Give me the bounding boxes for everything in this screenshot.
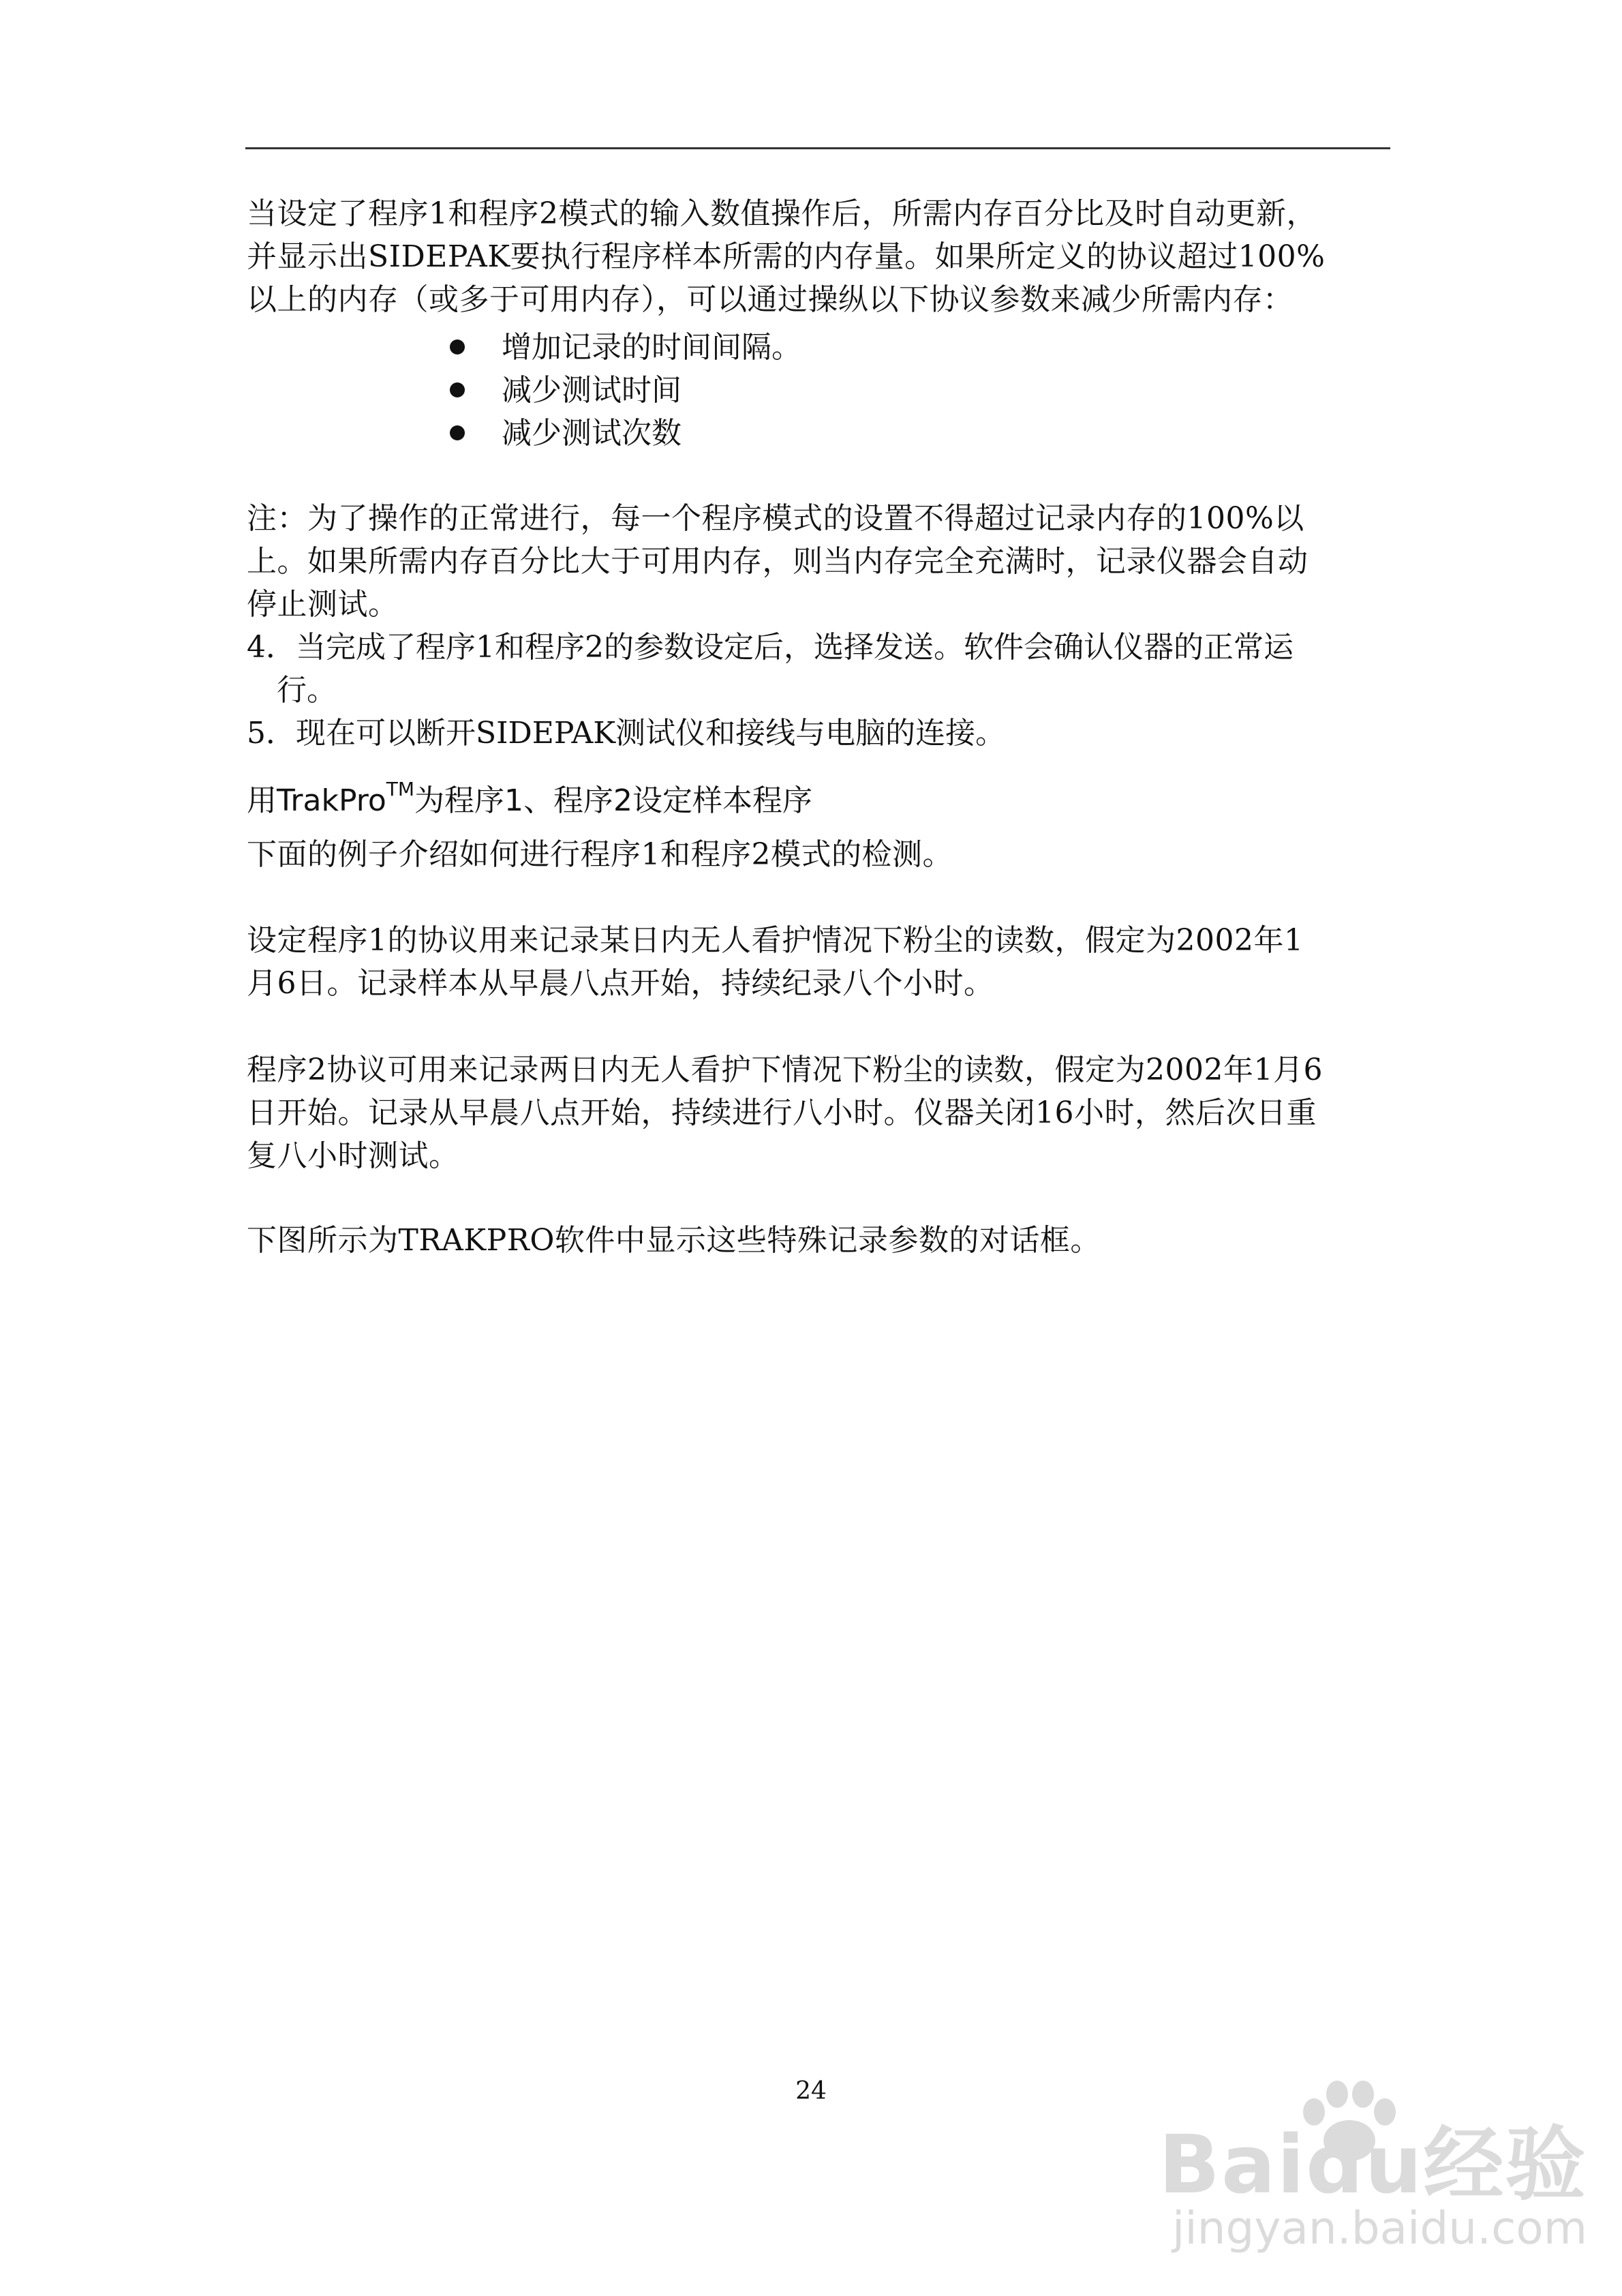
text-line: 日开始。记录从早晨八点开始，持续进行八小时。仪器关闭16小时，然后次日重	[247, 1096, 1317, 1130]
text-line: 注：为了操作的正常进行，每一个程序模式的设置不得超过记录内存的100%以	[247, 501, 1304, 536]
list-item-text: 减少测试次数	[502, 416, 682, 451]
bullet-icon	[450, 339, 465, 354]
section-heading	[247, 768, 812, 822]
list-item	[443, 369, 801, 412]
bullet-list	[443, 326, 801, 455]
text-line: 当设定了程序1和程序2模式的输入数值操作后，所需内存百分比及时自动更新，	[247, 196, 1317, 231]
numbered-item-4	[247, 626, 1294, 712]
bullet-icon	[450, 425, 465, 440]
baidu-watermark	[1159, 2100, 1588, 2270]
numbered-item-5: 5．现在可以断开SIDEPAK测试仪和接线与电脑的连接。	[247, 716, 1006, 751]
list-item-text: 增加记录的时间间隔。	[502, 330, 801, 365]
paragraph-figure-caption: 下图所示为TRAKPRO软件中显示这些特殊记录参数的对话框。	[247, 1223, 1101, 1258]
text-line: 行。	[247, 673, 337, 708]
watermark-url: jingyan.baidu.com	[1172, 2202, 1588, 2254]
trademark-mark: TM	[386, 778, 415, 800]
list-item	[443, 412, 801, 455]
baidu-logo-text: Baidu经验	[1159, 2117, 1587, 2211]
list-item	[443, 326, 801, 369]
header-rule	[245, 147, 1390, 149]
text-line: 停止测试。	[247, 587, 399, 622]
paragraph-program2	[247, 1048, 1392, 1177]
text-line: 复八小时测试。	[247, 1138, 459, 1173]
text-line: 上。如果所需内存百分比大于可用内存，则当内存完全充满时，记录仪器会自动	[247, 544, 1309, 579]
text-line: 4．当完成了程序1和程序2的参数设定后，选择发送。软件会确认仪器的正常运	[247, 630, 1294, 665]
paragraph-note	[247, 497, 1392, 626]
text-line: 月6日。记录样本从早晨八点开始，持续纪录八个小时。	[247, 966, 994, 1001]
heading-prefix: 用TrakPro	[247, 783, 386, 818]
text-line: 程序2协议可用来记录两日内无人看护下情况下粉尘的读数，假定为2002年1月6	[247, 1053, 1323, 1087]
paragraph-memory	[247, 192, 1392, 321]
bullet-icon	[450, 382, 465, 397]
paragraph-intro: 下面的例子介绍如何进行程序1和程序2模式的检测。	[247, 837, 953, 872]
text-line: 并显示出SIDEPAK要执行程序样本所需的内存量。如果所定义的协议超过100%	[247, 239, 1326, 274]
text-line: 以上的内存（或多于可用内存），可以通过操纵以下协议参数来减少所需内存：	[247, 282, 1294, 317]
list-item-text: 减少测试时间	[502, 373, 682, 408]
page-number: 24	[795, 2077, 827, 2105]
paragraph-program1	[247, 919, 1392, 1005]
text-line: 设定程序1的协议用来记录某日内无人看护情况下粉尘的读数，假定为2002年1	[247, 923, 1304, 958]
heading-suffix: 为程序1、程序2设定样本程序	[414, 783, 813, 818]
